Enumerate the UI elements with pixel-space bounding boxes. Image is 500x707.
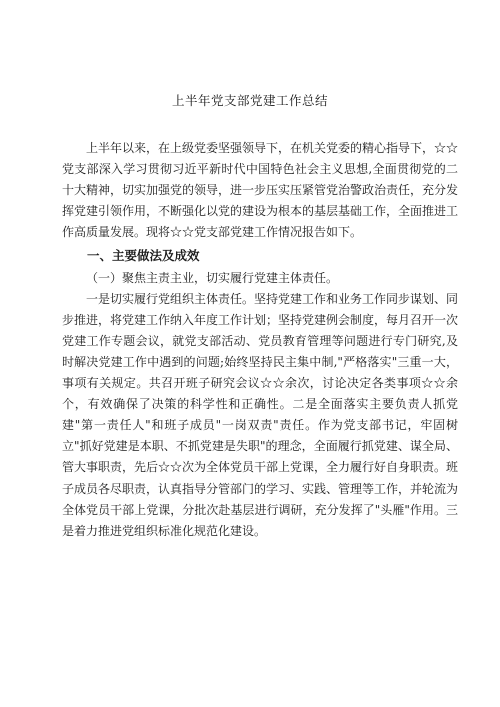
section-heading: 一、主要做法及成效 bbox=[87, 248, 200, 264]
intro-paragraph: 上半年以来，在上级党委坚强领导下，在机关党委的精心指导下，☆☆党支部深入学习贯彻习近平新时代中国特色社会主义思想,全面贯彻党的二十大精神，切实加强党的领导，进一步压实压紧管党治警政治责任，充分发挥党建引领作用，不断强化以党的建设为根本的基层基础工作，全面推进工作高质量发展。现将☆☆党支部党建工作情况报告如下。 bbox=[62, 141, 459, 240]
document-title: 上半年党支部党建工作总结 bbox=[171, 93, 328, 108]
body-paragraph: 一是切实履行党组织主体责任。坚持党建工作和业务工作同步谋划、同步推进，将党建工作纳入年度工作计划；坚持党建例会制度，每月召开一次党建工作专题会议，就党支部活动、党员教育管理等问题进行专门研究,及时解决党建工作中遇到的问题;始终坚持民主集中制,"严格落实"三重一大，事项有关规定。共召开班子研究会议☆☆余次，讨论决定各类事项☆☆余个，有效确保了决策的科学性和正确性。二是全面落实主要负责人抓党建"第一责任人"和班子成员"一岗双责"责任。作为党支部书记，牢固树立"抓好党建是本职、不抓党建是失职"的理念，全面履行抓党建、谋全局、管大事职责，先后☆☆次为全体党员干部上党课，全力履行好自身职责。班子成员各尽职责，认真指导分管部门的学习、实践、管理等工作，并轮流为全体党员干部上党课，分批次赴基层进行调研，充分发挥了"头雁"作用。三是着力推进党组织标准化规范化建设。 bbox=[62, 291, 459, 538]
document-body bbox=[62, 138, 458, 542]
subsection-heading: （一）聚焦主责主业，切实履行党建主体责任。 bbox=[86, 270, 339, 285]
